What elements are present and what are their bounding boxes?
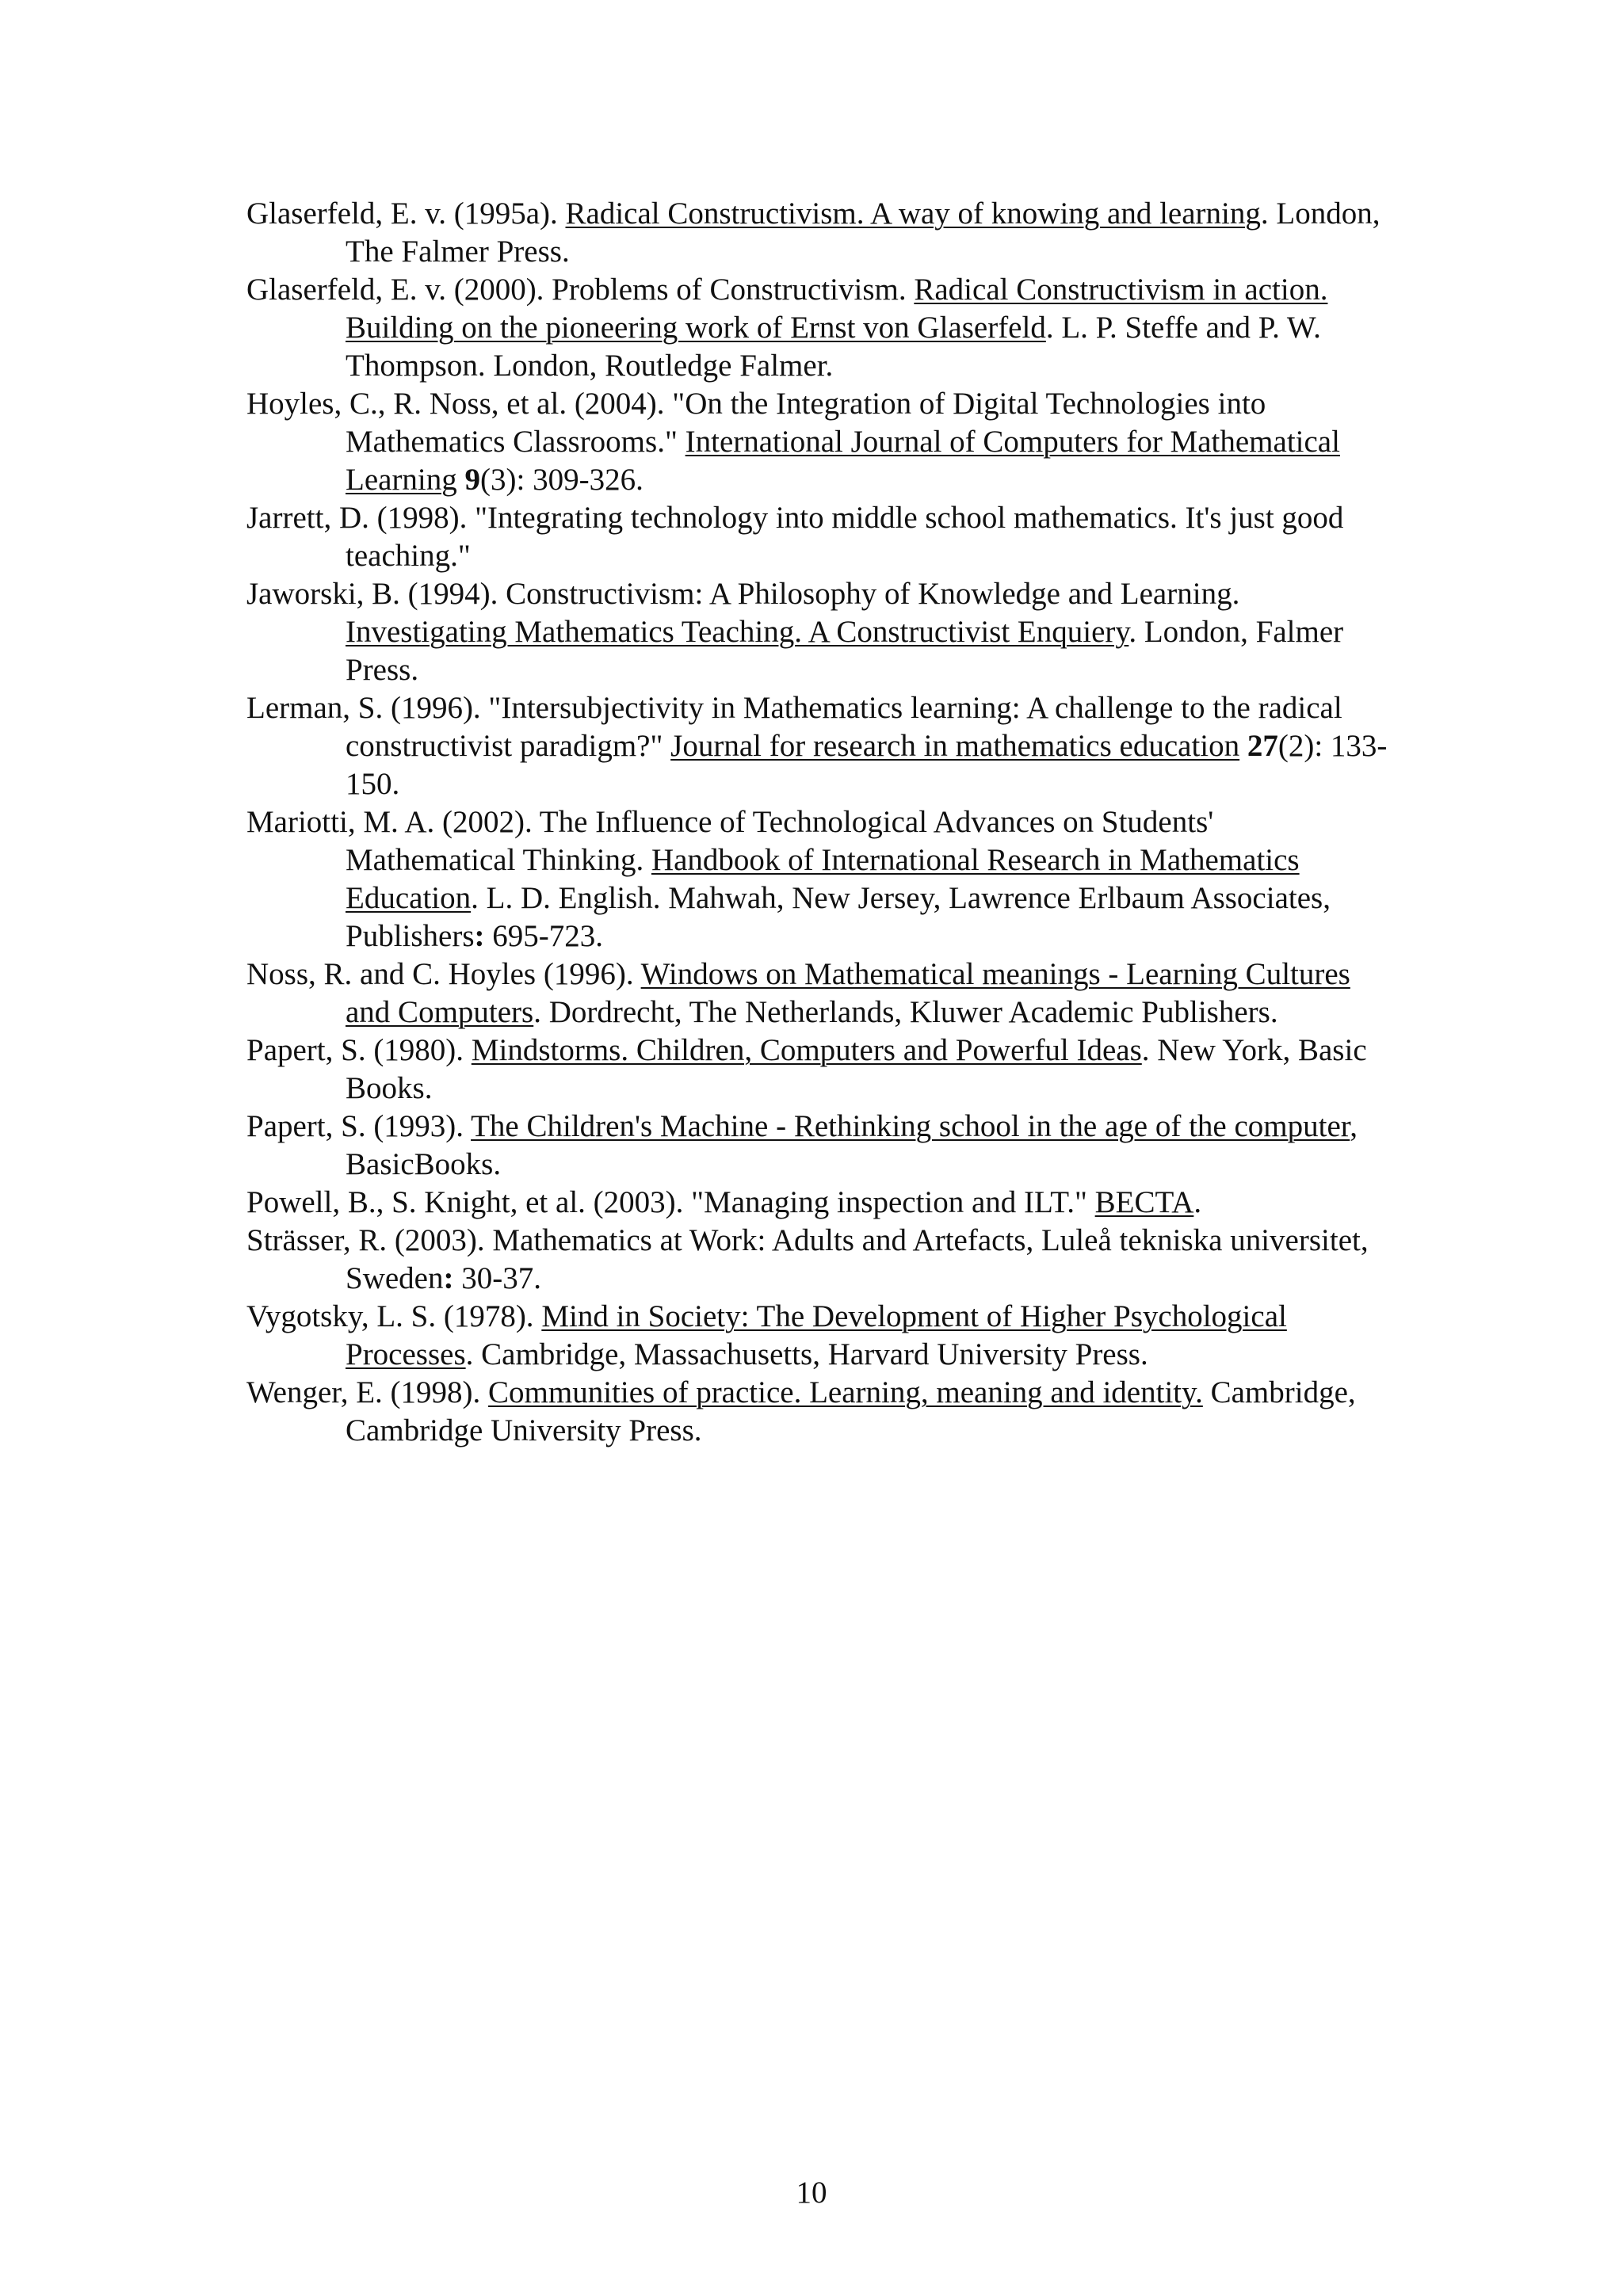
reference-entry: [246, 385, 1388, 499]
reference-source-title: Journal for research in mathematics education: [670, 729, 1240, 763]
reference-text: 30-37.: [453, 1261, 541, 1295]
reference-text: . London, Falmer Press.: [346, 615, 1344, 687]
reference-text: Cambridge, Cambridge University Press.: [346, 1375, 1356, 1447]
reference-source-title: BECTA: [1094, 1185, 1194, 1219]
reference-source-title: Handbook of International Research in Mathematics Education: [346, 843, 1300, 915]
reference-text: 695-723.: [484, 919, 604, 953]
reference-text: . Cambridge, Massachusetts, Harvard University Press.: [465, 1337, 1148, 1371]
reference-text: . New York, Basic Books.: [346, 1033, 1367, 1105]
reference-list: [246, 195, 1388, 1450]
reference-source-title: Mindstorms. Children, Computers and Powerful Ideas: [471, 1033, 1142, 1067]
reference-text: . Dordrecht, The Netherlands, Kluwer Academic Publishers.: [533, 995, 1278, 1029]
reference-text: Noss, R. and C. Hoyles (1996).: [246, 957, 641, 991]
reference-source-title: Mind in Society: The Development of Higher Psychological Processes: [346, 1299, 1287, 1371]
reference-text: Powell, B., S. Knight, et al. (2003). "Managing inspection and ILT.": [246, 1185, 1095, 1219]
reference-text: , BasicBooks.: [346, 1109, 1358, 1181]
reference-entry: [246, 803, 1388, 955]
reference-text: Strässer, R. (2003). Mathematics at Work: Adults and Artefacts, Luleå tekniska universitet, Sweden: [246, 1223, 1369, 1295]
reference-entry: [246, 955, 1388, 1032]
reference-text: Mariotti, M. A. (2002). The Influence of Technological Advances on Students' Mathematical Thinking.: [246, 805, 1214, 877]
reference-text: Glaserfeld, E. v. (1995a).: [246, 196, 566, 231]
page-number: 10: [796, 2176, 827, 2210]
reference-source-title: Windows on Mathematical meanings - Learning Cultures and Computers: [346, 957, 1350, 1029]
reference-entry: [246, 1298, 1388, 1374]
reference-source-title: Communities of practice. Learning, meaning and identity.: [488, 1375, 1203, 1409]
reference-volume: :: [474, 919, 485, 953]
reference-entry: [246, 1108, 1388, 1184]
reference-entry: [246, 1222, 1388, 1298]
reference-text: . L. P. Steffe and P. W. Thompson. London, Routledge Falmer.: [346, 311, 1321, 383]
reference-text: Jarrett, D. (1998). "Integrating technology into middle school mathematics. It's just good teaching.": [246, 501, 1344, 573]
reference-text: .: [1193, 1185, 1202, 1219]
reference-volume: :: [443, 1261, 454, 1295]
reference-source-title: The Children's Machine - Rethinking school in the age of the computer: [471, 1109, 1350, 1143]
reference-text: [457, 463, 465, 497]
reference-text: Papert, S. (1993).: [246, 1109, 472, 1143]
reference-entry: [246, 689, 1388, 803]
reference-source-title: Radical Constructivism in action. Building on the pioneering work of Ernst von Glaserfeld: [346, 273, 1328, 345]
reference-text: Jaworski, B. (1994). Constructivism: A Philosophy of Knowledge and Learning.: [246, 577, 1240, 611]
reference-entry: [246, 271, 1388, 385]
reference-entry: [246, 195, 1388, 271]
reference-entry: [246, 1374, 1388, 1450]
reference-text: . London, The Falmer Press.: [346, 196, 1381, 269]
reference-source-title: Radical Constructivism. A way of knowing and learning: [565, 196, 1261, 231]
reference-text: Vygotsky, L. S. (1978).: [246, 1299, 542, 1333]
reference-source-title: International Journal of Computers for Mathematical Learning: [346, 425, 1340, 497]
reference-source-title: Investigating Mathematics Teaching. A Constructivist Enquiery: [346, 615, 1129, 649]
reference-text: Hoyles, C., R. Noss, et al. (2004). "On the Integration of Digital Technologies into Mathematics Classrooms.": [246, 387, 1266, 459]
reference-entry: [246, 575, 1388, 689]
reference-text: Wenger, E. (1998).: [246, 1375, 489, 1409]
reference-text: [1239, 729, 1247, 763]
reference-entry: [246, 1184, 1388, 1222]
reference-entry: [246, 1032, 1388, 1108]
reference-text: Papert, S. (1980).: [246, 1033, 472, 1067]
reference-text: . L. D. English. Mahwah, New Jersey, Lawrence Erlbaum Associates, Publishers: [346, 881, 1331, 953]
reference-text: Glaserfeld, E. v. (2000). Problems of Constructivism.: [246, 273, 915, 307]
reference-volume: 27: [1247, 729, 1278, 763]
reference-entry: [246, 499, 1388, 575]
reference-text: (2): 133-150.: [346, 729, 1388, 801]
reference-text: (3): 309-326.: [480, 463, 643, 497]
reference-volume: 9: [464, 463, 481, 497]
reference-text: Lerman, S. (1996). "Intersubjectivity in Mathematics learning: A challenge to the radical constructivist paradigm?": [246, 691, 1342, 763]
